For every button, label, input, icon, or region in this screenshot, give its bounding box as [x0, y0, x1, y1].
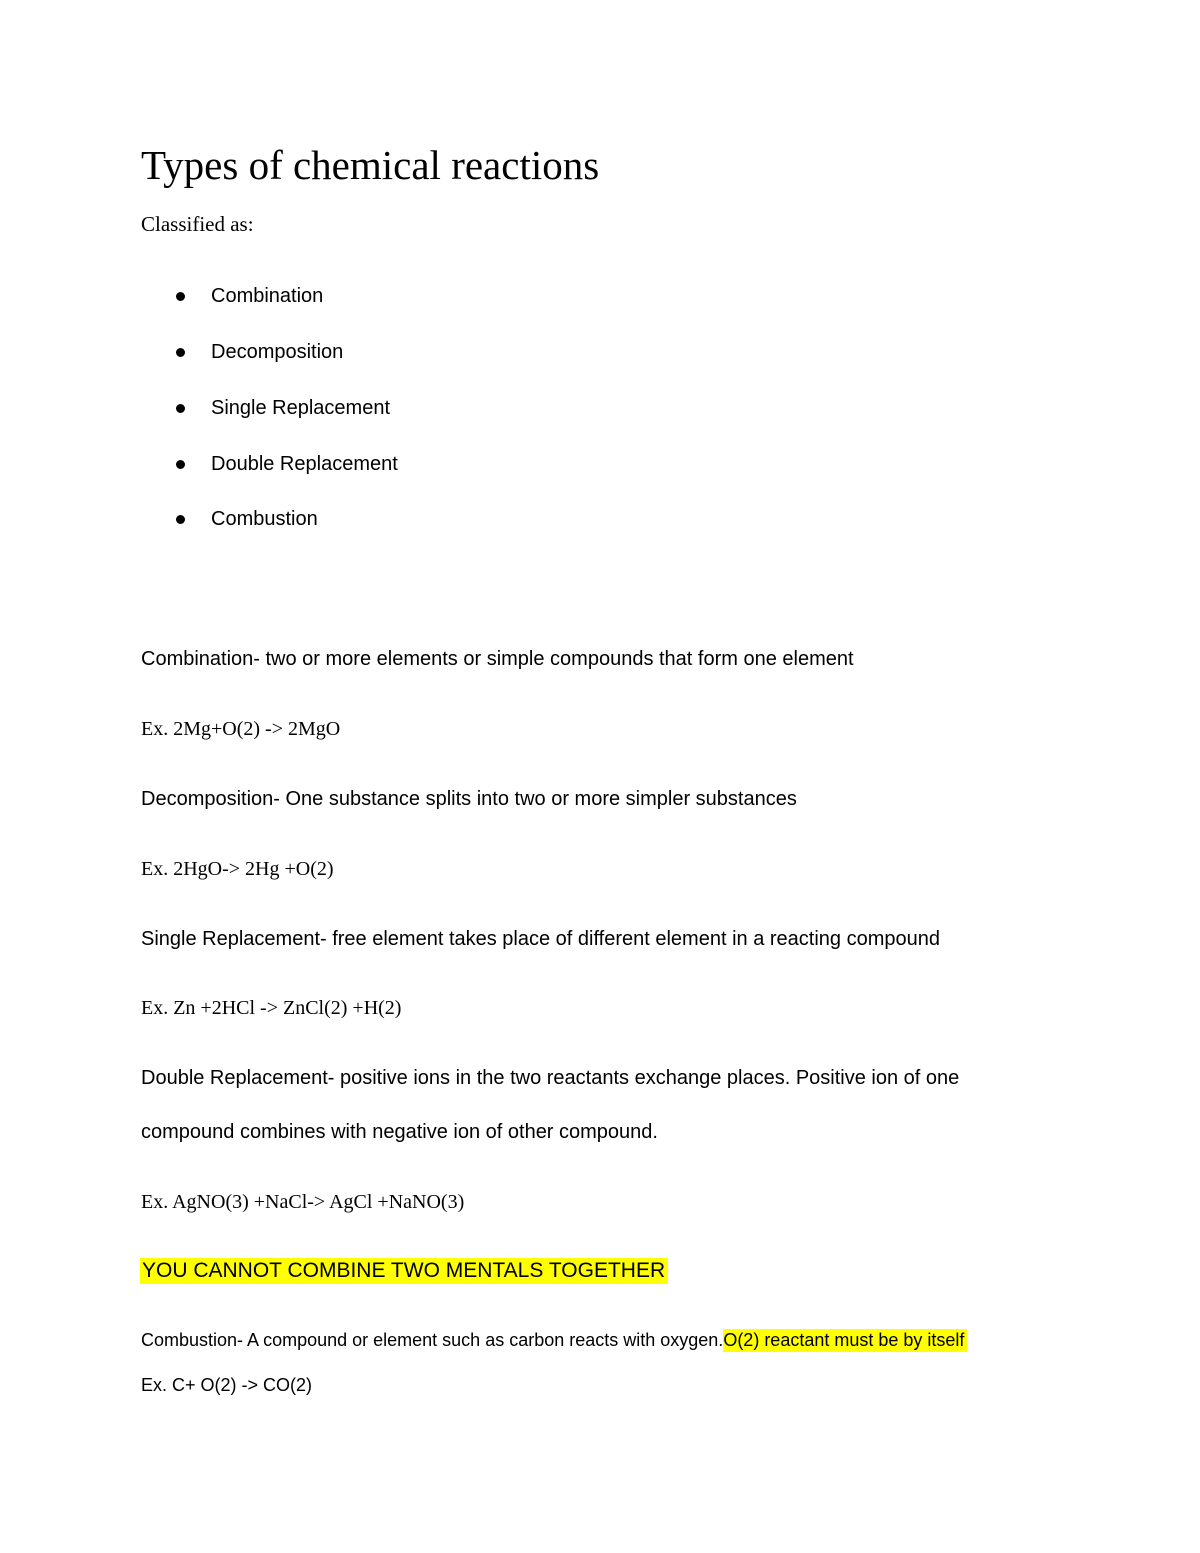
list-item-label: Combination — [211, 285, 324, 307]
list-item-label: Double Replacement — [211, 453, 398, 475]
bullet-icon — [176, 515, 185, 524]
warning-highlight: YOU CANNOT COMBINE TWO MENTALS TOGETHER — [140, 1258, 668, 1284]
combustion-example: Ex. C+ O(2) -> CO(2) — [141, 1375, 313, 1395]
combustion-note-highlight: O(2) reactant must be by itself — [723, 1329, 967, 1352]
list-item-label: Decomposition — [211, 341, 344, 363]
single-replacement-definition: Single Replacement- free element takes place of different element in a reacting compound — [141, 928, 940, 950]
bullet-icon — [176, 348, 185, 357]
decomposition-example: Ex. 2HgO-> 2Hg +O(2) — [141, 858, 334, 880]
combination-definition: Combination- two or more elements or simple compounds that form one element — [141, 648, 854, 670]
bullet-icon — [176, 460, 185, 469]
decomposition-definition: Decomposition- One substance splits into two or more simpler substances — [141, 788, 797, 810]
page-title: Types of chemical reactions — [141, 142, 600, 188]
list-item-label: Single Replacement — [211, 397, 390, 419]
bullet-icon — [176, 292, 185, 301]
double-replacement-definition-line1: Double Replacement- positive ions in the two reactants exchange places. Positive ion of one — [141, 1067, 960, 1089]
combination-example: Ex. 2Mg+O(2) -> 2MgO — [141, 718, 341, 740]
double-replacement-example: Ex. AgNO(3) +NaCl-> AgCl +NaNO(3) — [141, 1191, 465, 1213]
classified-label: Classified as: — [141, 212, 254, 236]
combustion-definition: Combustion- A compound or element such as carbon reacts with oxygen. — [141, 1330, 724, 1350]
double-replacement-definition-line2: compound combines with negative ion of other compound. — [141, 1121, 658, 1143]
warning-note — [140, 1258, 668, 1284]
combustion-definition-line — [141, 1329, 967, 1352]
bullet-icon — [176, 404, 185, 413]
list-item-label: Combustion — [211, 508, 318, 530]
single-replacement-example: Ex. Zn +2HCl -> ZnCl(2) +H(2) — [141, 997, 402, 1019]
